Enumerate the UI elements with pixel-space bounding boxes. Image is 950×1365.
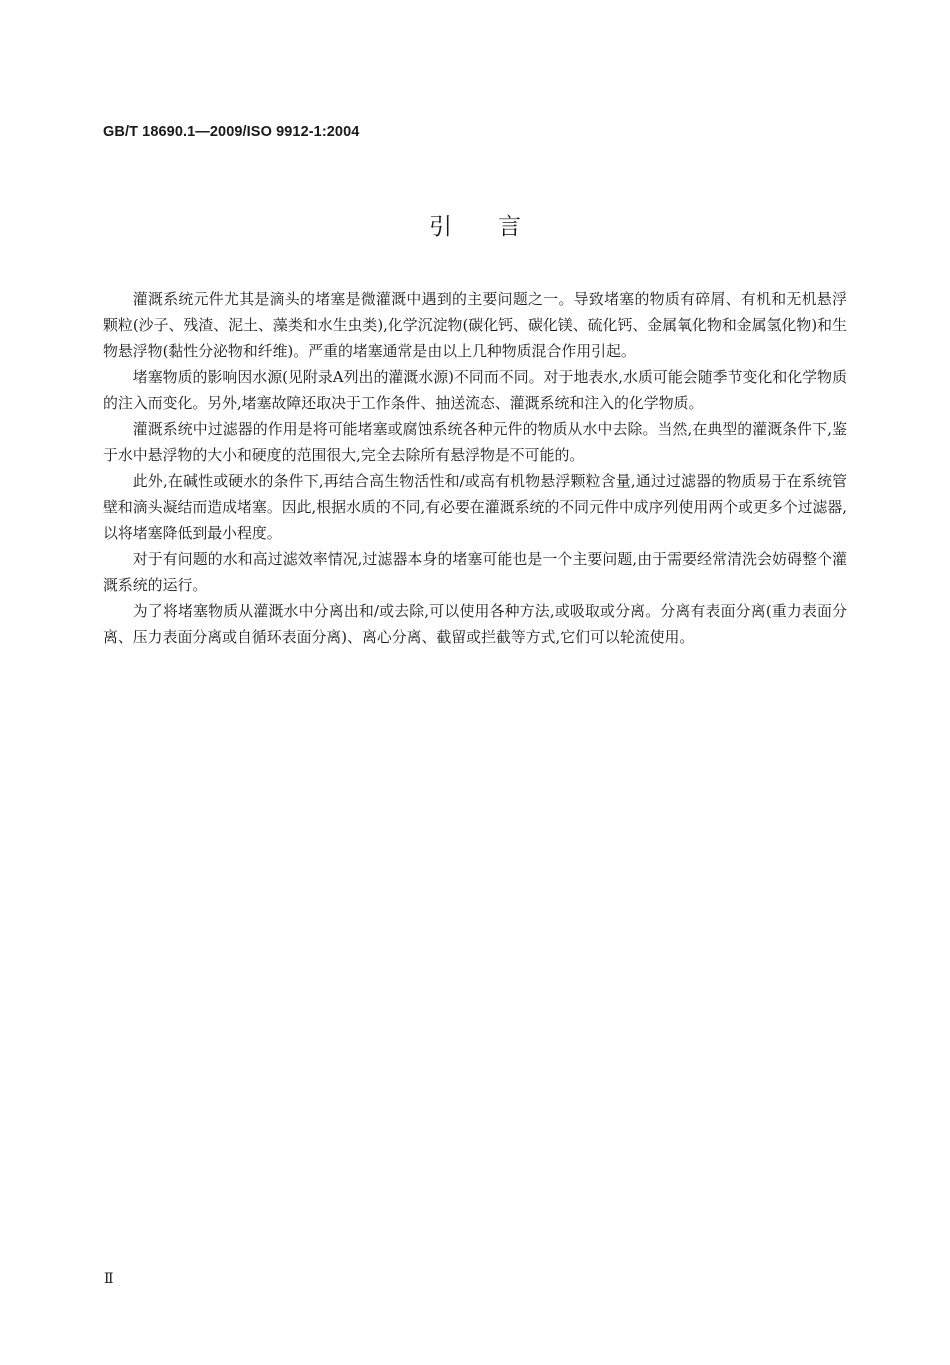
paragraph-5: 对于有问题的水和高过滤效率情况,过滤器本身的堵塞可能也是一个主要问题,由于需要经常清洗会妨碍整个灌溉系统的运行。 [103,550,847,594]
paragraph-2: 堵塞物质的影响因水源(见附录A列出的灌溉水源)不同而不同。对于地表水,水质可能会随季节变化和化学物质的注入而变化。另外,堵塞故障还取决于工作条件、抽送流态、灌溉系统和注入的化学物质。 [103,368,847,412]
section-title: 引言 [429,214,567,240]
introduction-body [103,286,847,650]
paragraph-4: 此外,在碱性或硬水的条件下,再结合高生物活性和/或高有机物悬浮颗粒含量,通过过滤器的物质易于在系统管壁和滴头凝结而造成堵塞。因此,根据水质的不同,有必要在灌溉系统的不同元件中成序列使用两个或更多个过滤器,以将堵塞降低到最小程度。 [103,472,847,542]
paragraph-6: 为了将堵塞物质从灌溉水中分离出和/或去除,可以使用各种方法,或吸取或分离。分离有表面分离(重力表面分离、压力表面分离或自循环表面分离)、离心分离、截留或拦截等方式,它们可以轮流使用。 [103,602,847,646]
paragraph-1: 灌溉系统元件尤其是滴头的堵塞是微灌溉中遇到的主要问题之一。导致堵塞的物质有碎屑、有机和无机悬浮颗粒(沙子、残渣、泥土、藻类和水生虫类),化学沉淀物(碳化钙、碳化镁、硫化钙、金属氧化物和金属氢化物)和生物悬浮物(黏性分泌物和纤维)。严重的堵塞通常是由以上几种物质混合作用引起。 [103,290,847,360]
paragraph-3: 灌溉系统中过滤器的作用是将可能堵塞或腐蚀系统各种元件的物质从水中去除。当然,在典型的灌溉条件下,鉴于水中悬浮物的大小和硬度的范围很大,完全去除所有悬浮物是不可能的。 [103,420,847,464]
page-number: Ⅱ [104,1272,114,1287]
standard-number: GB/T 18690.1—2009/ISO 9912-1:2004 [103,124,360,140]
